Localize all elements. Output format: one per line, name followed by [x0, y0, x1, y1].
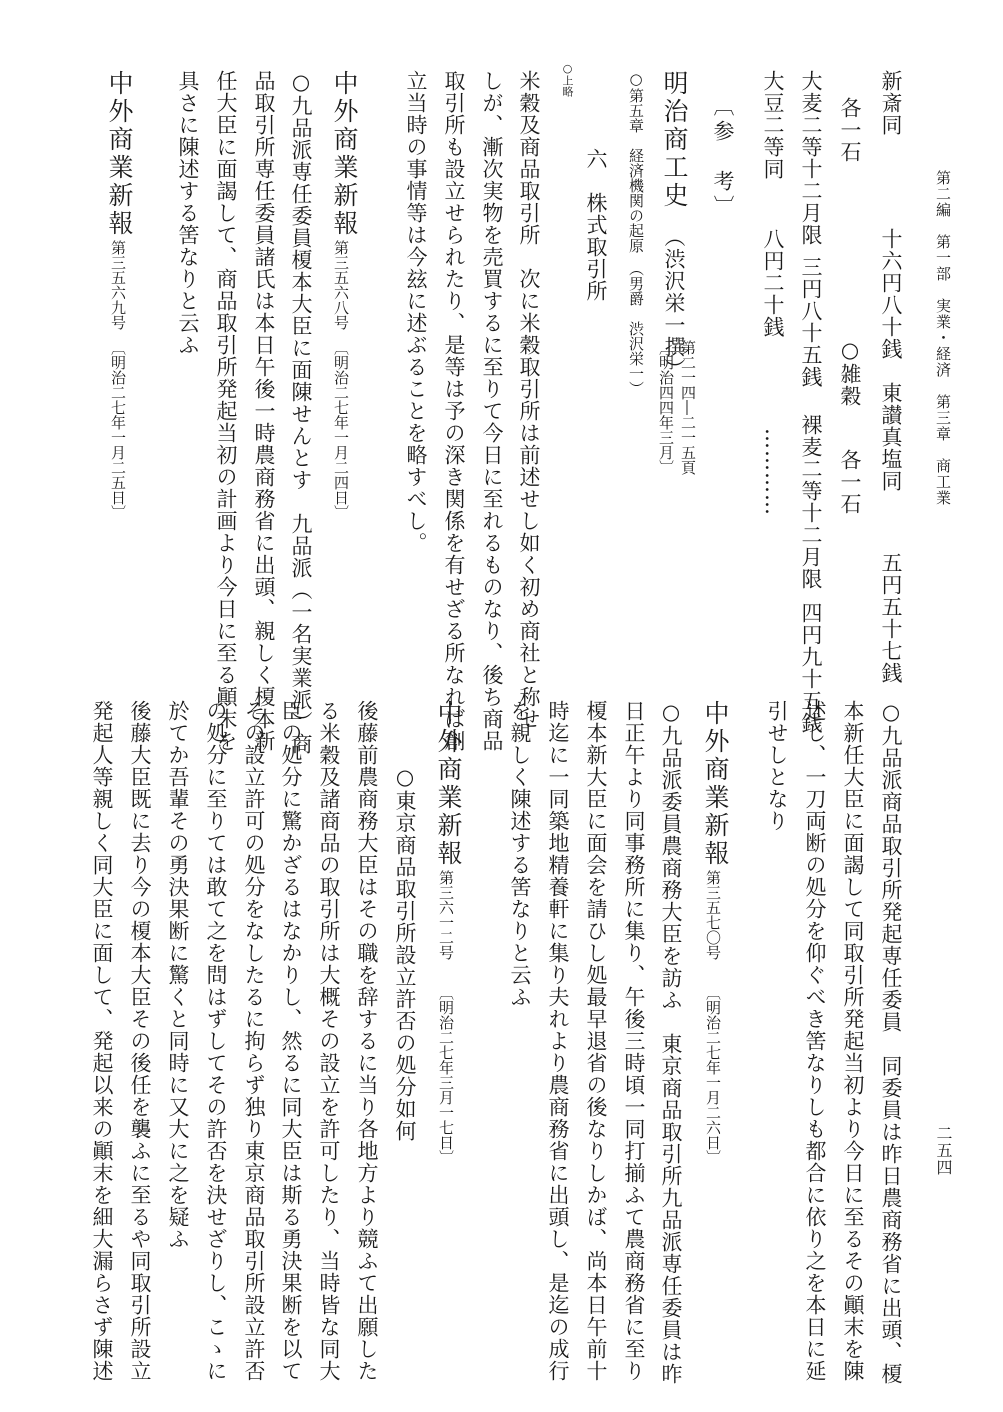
news1-body-line: 任大臣に面謁して、商品取引所発起当初の計画より今日に至る顚末を — [214, 70, 238, 752]
price-row-4-price: 八円二十銭 — [761, 228, 785, 338]
news4-body-line: 臣の処分に驚かざるはなかりし、然るに同大臣は斯る勇決果断を以て — [279, 700, 303, 1382]
meiji-ref-2: 〔明治四四年三月〕 — [657, 340, 675, 475]
news3-date: 〔明治二七年一月二六日〕 — [704, 985, 722, 1165]
news1-body-line: 品取引所専任委員諸氏は本日午後一時農商務省に出頭、親しく榎本新 — [252, 70, 276, 752]
news1-date: 〔明治二七年一月二四日〕 — [332, 340, 350, 520]
news1-body-line: ○九品派専任委員榎本大臣に面陳せんとす 九品派（一名実業派）商 — [289, 70, 313, 755]
price-row-2-heading: ○雑穀 — [838, 338, 862, 407]
price-row-2 — [839, 97, 860, 515]
meiji-ref-1: 第二一四―二一五頁 — [679, 340, 697, 475]
meiji-title — [662, 70, 687, 380]
news3-body-line: 榎本新大臣に面会を請ひし処最早退省の後なりしかば、尚本日午前十 — [584, 700, 608, 1382]
price-row-1-item: 新斎同 — [879, 70, 903, 136]
news4-issue: 第三六一二号 — [437, 870, 455, 960]
price-row-1-item2: 東讃真塩同 — [879, 382, 903, 492]
news4-date: 〔明治二七年三月一七日〕 — [437, 985, 455, 1165]
intro-body-line: 述し、一刀両断の処分を仰ぐべき筈なりしも都合に依り之を本日に延 — [803, 700, 827, 1382]
meiji-author: （渋沢栄一撰） — [662, 226, 686, 380]
price-row-1-price2: 五円五十七銭 — [879, 552, 903, 684]
price-row-2-unit: 各一石 — [838, 97, 862, 163]
page-number: 二五四 — [934, 1125, 953, 1176]
news4-heading: ○東京商品取引所設立許否の処分如何 — [393, 765, 417, 1142]
intro-body-line: ○九品派商品取引所発起専任委員 同委員は昨日農商務省に出頭、榎 — [879, 700, 903, 1385]
meiji-title-text: 明治商工史 — [660, 70, 689, 210]
chapter-author: （男爵 渋沢栄一） — [627, 261, 645, 396]
price-row-2-unit2: 各一石 — [838, 449, 862, 515]
news3-issue: 第三五七〇号 — [704, 870, 722, 960]
news1-body-line: 具さに陳述する筈なりと云ふ — [176, 70, 200, 356]
news3-body-line: ○九品派委員農商務大臣を訪ふ 東京商品取引所九品派専任委員は昨 — [659, 700, 683, 1385]
price-row-4-item: 大豆二等同 — [761, 70, 785, 180]
price-row-3-item2: 裸麦二等十二月限 — [799, 414, 823, 590]
news1-issue: 第三五六八号 — [332, 240, 350, 330]
price-row-1 — [880, 70, 901, 684]
intro-body-line: 本新任大臣に面謁して同取引所発起当初より今日に至るその顚末を陳 — [841, 700, 865, 1382]
news4-body-line: の処分に至りては敢て之を問はずしてその許否を決せざりし、こゝに — [204, 700, 228, 1382]
meiji-body-line: しが、漸次実物を売買するに至りて今日に至れるものなり、後ち商品 — [480, 70, 504, 752]
news4-body-line: 発起人等親しく同大臣に面して、発起以来の顚末を細大漏らさず陳述 — [90, 700, 114, 1382]
running-head: 第二編 第一部 実業・経済 第三章 商工業 — [934, 170, 952, 506]
price-row-3-price2: 四円九十五銭 — [799, 602, 823, 734]
chapter-title: ○第五章 経済機関の起原 — [627, 70, 645, 253]
price-row-3 — [800, 70, 821, 734]
sanko-heading: 〔参 考〕 — [711, 95, 735, 220]
news2-date: 〔明治二七年一月二五日〕 — [109, 340, 127, 520]
news3-title: 中外商業新報 — [701, 700, 730, 868]
meiji-body-line: 立当時の事情等は今玆に述ぶることを略すべし。 — [404, 70, 428, 554]
news4-body-line: 後藤大臣既に去り今の榎本大臣その後任を襲ふに至るや同取引所設立 — [128, 700, 152, 1382]
news2-issue: 第三五六九号 — [109, 240, 127, 330]
price-row-3-price: 三円八十五銭 — [799, 256, 823, 388]
news4-title: 中外商業新報 — [434, 700, 463, 868]
news4-body-line: その設立許可の処分をなしたるに拘らず独り東京商品取引所設立許否 — [242, 700, 266, 1382]
price-row-1-price: 十六円八十銭 — [879, 228, 903, 360]
meiji-body-line: 取引所も設立せられたり、是等は予の深き関係を有せざる所なれば創 — [442, 70, 466, 752]
chapter-line — [628, 70, 643, 396]
news4-body-line: る米穀及諸商品の取引所は大概その設立を許可したり、当時皆な同大 — [317, 700, 341, 1382]
meiji-body-line: 米穀及商品取引所 次に米穀取引所は前述せし如く初め商社と称せ — [517, 70, 541, 730]
news4-body-line: 後藤前農商務大臣はその職を辞するに当り各地方より競ふて出願した — [355, 700, 379, 1382]
price-row-4-ellipsis: ………… — [761, 428, 785, 516]
joryaku-note: ○上略 — [561, 62, 574, 97]
price-row-4 — [762, 70, 783, 516]
intro-body-line: 引せしとなり — [765, 700, 789, 832]
news1-title: 中外商業新報 — [330, 70, 359, 238]
news3-body-line: 時迄に一同築地精養軒に集り夫れより農商務省に出頭し、是迄の成行 — [546, 700, 570, 1382]
news2-title: 中外商業新報 — [105, 70, 134, 238]
price-row-3-item: 大麦二等十二月限 — [799, 70, 823, 246]
news3-body-line: 日正午より同事務所に集り、午後三時頃一同打揃ふて農商務省に至り — [622, 700, 646, 1382]
news4-body-line: 於てか吾輩その勇決果断に驚くと同時に又大に之を疑ふ — [166, 700, 190, 1250]
news3-body-line: を親しく陳述する筈なりと云ふ — [508, 700, 532, 1008]
section-heading: 六 株式取引所 — [584, 148, 608, 302]
